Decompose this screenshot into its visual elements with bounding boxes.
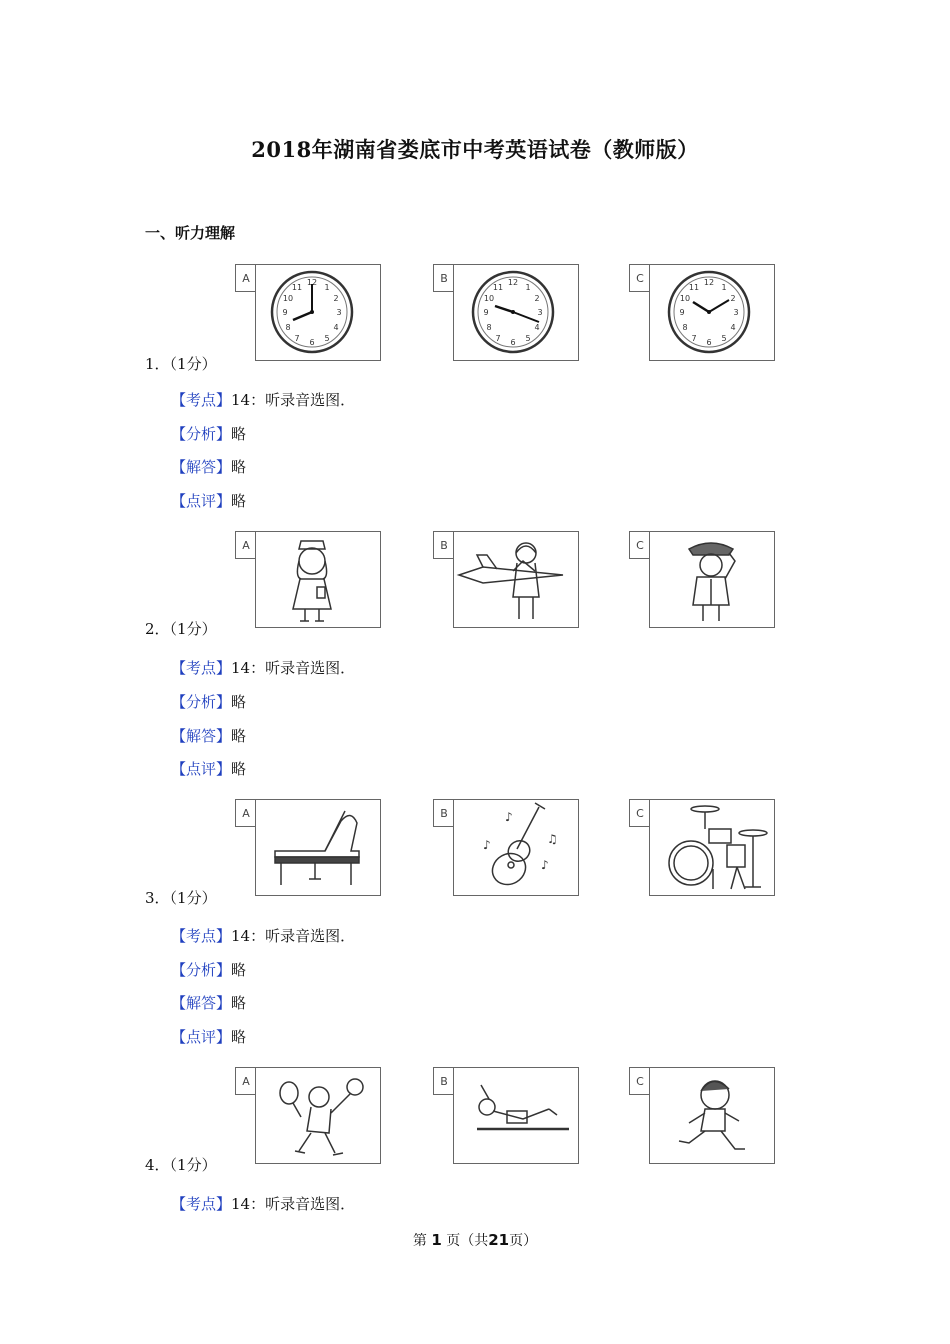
svg-text:6: 6 [706,338,712,347]
svg-text:6: 6 [510,338,516,347]
option-b-clock-four [433,264,579,361]
analysis-line-topic: 【考点】14：听录音选图． [171,1195,356,1213]
svg-text:1: 1 [721,283,727,292]
question-number: 3．（1分） [145,889,217,907]
svg-text:♪: ♪ [505,810,513,824]
runner-icon [649,1067,775,1164]
analysis-line-answer: 【解答】略 [171,727,247,745]
option-letter: C [629,799,651,827]
question-3 [0,799,950,1067]
clock-icon [453,264,579,361]
option-a-piano [235,799,381,896]
option-a-badminton-player [235,1067,381,1164]
clock-icon [255,264,381,361]
svg-text:9: 9 [679,308,685,317]
svg-text:5: 5 [721,334,727,343]
svg-text:12: 12 [703,278,715,287]
svg-text:1: 1 [525,283,531,292]
option-letter: A [235,799,257,827]
analysis-line-answer: 【解答】略 [171,994,247,1012]
option-letter: B [433,264,455,292]
option-letter: B [433,531,455,559]
nurse-icon [255,531,381,628]
question-number: 1．（1分） [145,355,217,373]
svg-text:1: 1 [324,283,330,292]
option-letter: B [433,799,455,827]
svg-text:6: 6 [309,338,315,347]
option-b-pilot-jet [433,531,579,628]
svg-text:10: 10 [282,294,294,303]
svg-text:8: 8 [285,323,291,332]
svg-text:2: 2 [534,294,540,303]
analysis-line-analysis: 【分析】略 [171,961,247,979]
svg-text:♪: ♪ [483,838,491,852]
current-page: 1 [431,1231,442,1249]
option-letter: C [629,264,651,292]
option-letter: C [629,531,651,559]
svg-text:3: 3 [733,308,739,317]
svg-text:10: 10 [679,294,691,303]
option-letter: C [629,1067,651,1095]
analysis-line-analysis: 【分析】略 [171,425,247,443]
analysis-line-comment: 【点评】略 [171,760,247,778]
svg-text:2: 2 [730,294,736,303]
svg-text:3: 3 [537,308,543,317]
option-a-clock-eight [235,264,381,361]
svg-text:7: 7 [691,334,697,343]
analysis-line-comment: 【点评】略 [171,1028,247,1046]
question-number: 4．（1分） [145,1156,217,1174]
piano-icon [255,799,381,896]
svg-text:12: 12 [306,278,318,287]
svg-text:♫: ♫ [547,832,558,846]
svg-text:3: 3 [336,308,342,317]
option-letter: A [235,531,257,559]
svg-text:8: 8 [682,323,688,332]
analysis-line-comment: 【点评】略 [171,492,247,510]
analysis-line-topic: 【考点】14：听录音选图． [171,927,356,945]
svg-text:12: 12 [507,278,519,287]
option-c-police-officer [629,531,775,628]
svg-text:11: 11 [492,283,504,292]
svg-text:2: 2 [333,294,339,303]
guitar-icon [453,799,579,896]
option-c-clock-ten-ten [629,264,775,361]
svg-text:4: 4 [534,323,540,332]
analysis-line-analysis: 【分析】略 [171,693,247,711]
analysis-line-topic: 【考点】14：听录音选图． [171,391,356,409]
option-b-guitar [433,799,579,896]
svg-text:10: 10 [483,294,495,303]
option-letter: A [235,1067,257,1095]
total-pages: 21 [488,1231,510,1249]
analysis-line-answer: 【解答】略 [171,458,247,476]
high-jump-icon [453,1067,579,1164]
option-letter: A [235,264,257,292]
option-c-running-boy [629,1067,775,1164]
option-c-drum-kit [629,799,775,896]
police-icon [649,531,775,628]
question-number: 2．（1分） [145,620,217,638]
svg-text:11: 11 [291,283,303,292]
option-a-nurse [235,531,381,628]
svg-text:11: 11 [688,283,700,292]
svg-text:7: 7 [495,334,501,343]
question-2 [0,531,950,799]
svg-text:4: 4 [333,323,339,332]
svg-text:5: 5 [525,334,531,343]
question-4 [0,1067,950,1335]
svg-text:9: 9 [483,308,489,317]
analysis-line-topic: 【考点】14：听录音选图． [171,659,356,677]
option-letter: B [433,1067,455,1095]
section-heading: 一、听力理解 [145,224,236,242]
drums-icon [649,799,775,896]
svg-text:4: 4 [730,323,736,332]
svg-text:8: 8 [486,323,492,332]
question-1 [0,264,950,532]
page-footer: 第 1 页（共21页） [412,1231,538,1249]
svg-text:♪: ♪ [541,858,549,872]
badminton-icon [255,1067,381,1164]
svg-text:7: 7 [294,334,300,343]
document-title: 2018年湖南省娄底市中考英语试卷（教师版） [251,137,699,162]
option-b-high-jump [433,1067,579,1164]
pilot-icon [453,531,579,628]
svg-text:9: 9 [282,308,288,317]
clock-icon [649,264,775,361]
svg-text:5: 5 [324,334,330,343]
